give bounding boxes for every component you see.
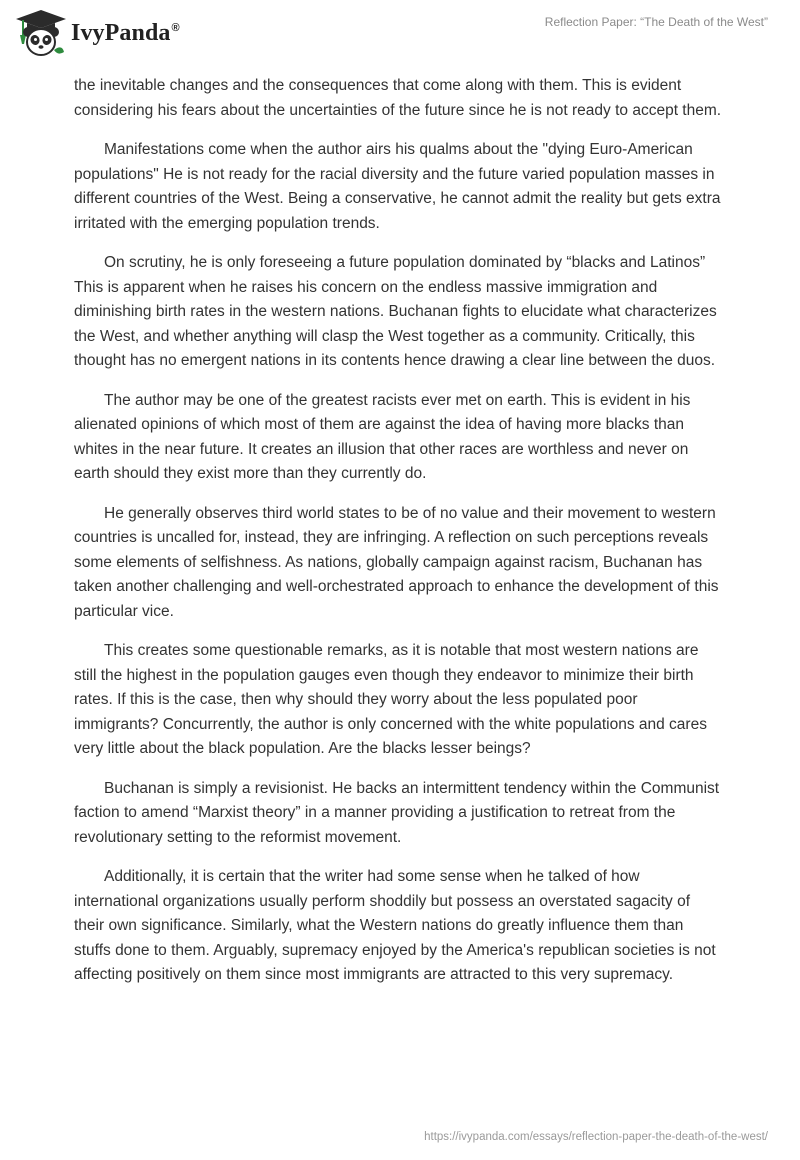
paragraph-continuation: the inevitable changes and the consequences that come along with them. This is evident considering his fears about the uncertainties of the future since he is not ready to accept them. <box>74 77 722 119</box>
paragraph: On scrutiny, he is only foreseeing a future population dominated by “blacks and Latinos” This is apparent when he raises his concern on the endless massive immigration and diminishing birth rates in the western nations. Buchanan fights to elucidate what characterizes the West, and whether anything will clasp the West together as a community. Critically, this thought has no emergent nations in its contents hence drawing a clear line between the duos. <box>74 254 717 369</box>
ivypanda-logo[interactable] <box>14 8 180 58</box>
document-title: Reflection Paper: “The Death of the West” <box>544 15 768 29</box>
paragraph: This creates some questionable remarks, as it is notable that most western nations are still the highest in the population gauges even though they endeavor to minimize their birth rates. If this is the case, then why should they worry about the less populated poor immigrants? Concurrently, the author is only concerned with the white populations and cares very little about the black population. Are the blacks lesser beings? <box>74 642 707 757</box>
essay-body <box>74 74 724 1003</box>
logo-wordmark: IvyPanda® <box>71 19 180 46</box>
registered-mark: ® <box>171 21 180 34</box>
paragraph: He generally observes third world states to be of no value and their movement to western countries is uncalled for, instead, they are infringing. A reflection on such perceptions reveals some elements of selfishness. As nations, globally campaign against racism, Buchanan has taken another challenging and well-orchestrated approach to enhance the development of this particular vice. <box>74 504 719 620</box>
paragraph: Buchanan is simply a revisionist. He backs an intermittent tendency within the Communist faction to amend “Marxist theory” in a manner providing a justification to retreat from the revolutionary setting to the reformist movement. <box>74 779 720 846</box>
paragraph: The author may be one of the greatest racists ever met on earth. This is evident in his alienated opinions of which most of them are against the idea of having more blacks than whites in the near future. It creates an illusion that other races are worthless and never on earth should they exist more than they currently do. <box>74 391 691 482</box>
source-url-link[interactable]: https://ivypanda.com/essays/reflection-paper-the-death-of-the-west/ <box>424 1131 768 1143</box>
paragraph: Manifestations come when the author airs his qualms about the "dying Euro-American populations" He is not ready for the racial diversity and the future varied population masses in different countries of the West. Being a conservative, he cannot admit the reality but gets extra irritated with the emerging population trends. <box>74 141 721 232</box>
page-header <box>0 0 800 70</box>
paragraph: Additionally, it is certain that the writer had some sense when he talked of how international organizations usually perform shoddily but possess an overstated sagacity of their own significance. Similarly, what the Western nations do greatly influence them than stuffs done to them. Arguably, supremacy enjoyed by the America's republican societies is not affecting positively on them since most immigrants are attracted to this very supremacy. <box>74 868 716 983</box>
panda-graduate-icon <box>14 8 68 58</box>
